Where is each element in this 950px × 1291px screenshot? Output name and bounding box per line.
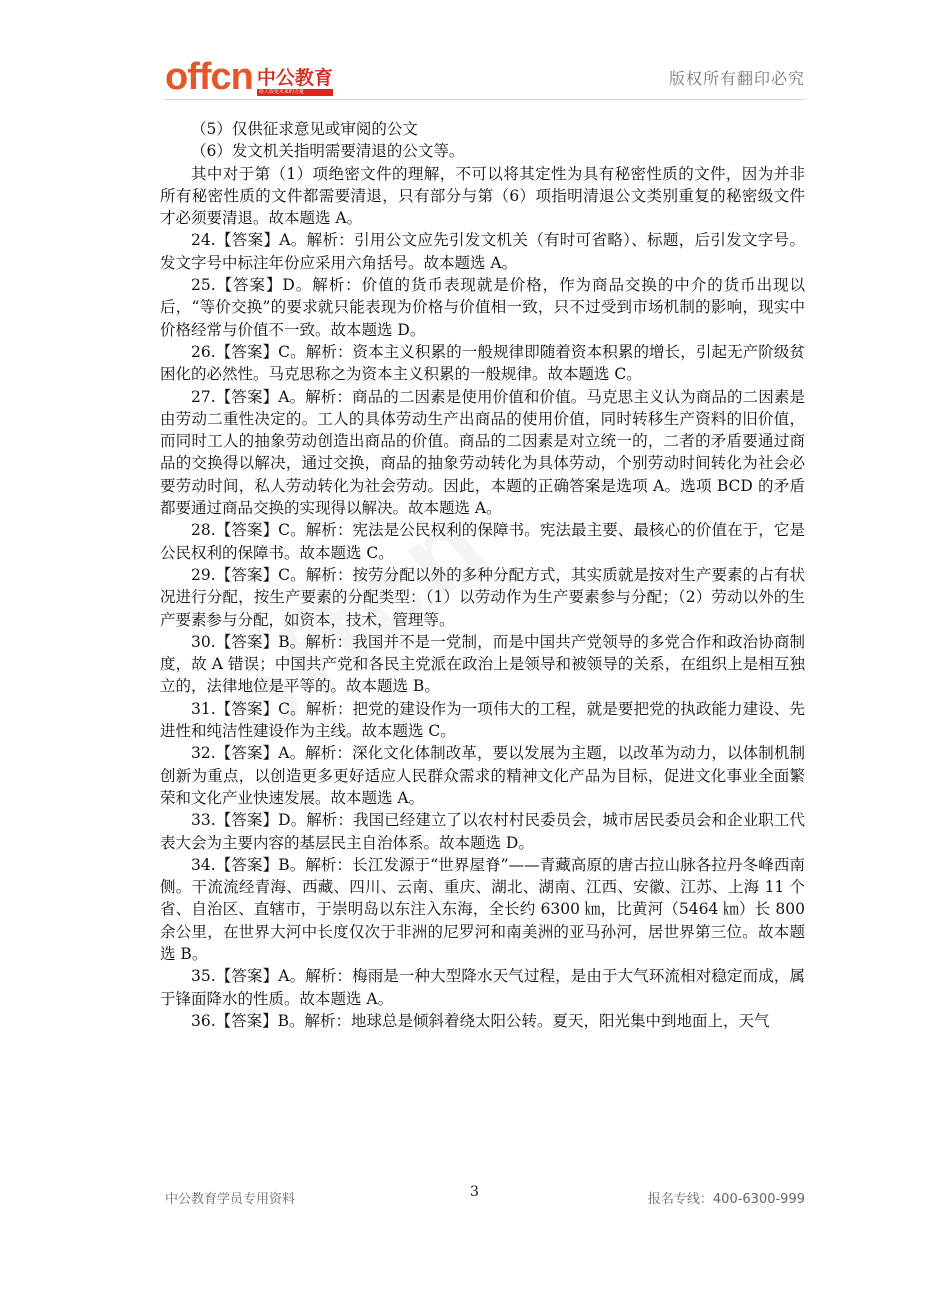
- document-body: [160, 118, 805, 1032]
- page-number: 3: [470, 1184, 479, 1200]
- logo-chinese-block: [257, 67, 333, 96]
- logo-wordmark: offcn: [165, 56, 253, 98]
- answer-29: 29.【答案】C。解析：按劳分配以外的多种分配方式，其实质就是按对生产要素的占有状况进行分配，按生产要素的分配类型：（1）以劳动作为生产要素参与分配；（2）劳动以外的生产要素参与分配，如资本，技术，管理等。: [160, 565, 805, 629]
- answer-36: 36.【答案】B。解析：地球总是倾斜着绕太阳公转。夏天，阳光集中到地面上，天气: [191, 1011, 770, 1030]
- answer-24: 24.【答案】A。解析：引用公文应先引发文机关（有时可省略）、标题，后引发文字号。发文字号中标注年份应采用六角括号。故本题选 A。: [160, 231, 805, 272]
- offcn-logo: [165, 54, 333, 96]
- copyright-notice: 版权所有翻印必究: [668, 69, 805, 88]
- answer-27: 27.【答案】A。解析：商品的二因素是使用价值和价值。马克思主义认为商品的二因素是由劳动二重性决定的。工人的具体劳动生产出商品的使用价值，同时转移生产资料的旧价值，而同时工人的抽象劳动创造出商品的价值。商品的二因素是对立统一的，二者的矛盾要通过商品的交换得以解决，通过交换，商品的抽象劳动转化为具体劳动，个别劳动时间转化为社会必要劳动时间，私人劳动转化为社会劳动。因此，本题的正确答案是选项 A。选项 BCD 的矛盾都要通过商品交换的实现得以解决。故本题选 A。: [160, 387, 805, 518]
- header-divider: [165, 99, 805, 100]
- answer-31: 31.【答案】C。解析：把党的建设作为一项伟大的工程，就是要把党的执政能力建设、先进性和纯洁性建设作为主线。故本题选 C。: [160, 699, 805, 741]
- paragraph: 其中对于第（1）项绝密文件的理解，不可以将其定性为具有秘密性质的文件，因为并非所有秘密性质的文件都需要清退，只有部分与第（6）项指明清退公文类别重复的秘密级文件才必须要清退。故本题选 A。: [160, 164, 805, 228]
- answer-35: 35.【答案】A。解析：梅雨是一种大型降水天气过程，是由于大气环流相对稳定而成，属于锋面降水的性质。故本题选 A。: [160, 967, 805, 1008]
- footer-hotline: 报名专线：400-6300-999: [647, 1192, 805, 1207]
- answer-33: 33.【答案】D。解析：我国已经建立了以农村村民委员会，城市居民委员会和企业职工代表大会为主要内容的基层民主自治体系。故本题选 D。: [160, 811, 805, 852]
- paragraph: （6）发文机关指明需要清退的公文等。: [191, 142, 465, 161]
- logo-name: 中公教育: [256, 67, 333, 89]
- page-footer: [165, 1184, 805, 1208]
- answer-26: 26.【答案】C。解析：资本主义积累的一般规律即随着资本积累的增长，引起无产阶级贫困化的必然性。马克思称之为资本主义积累的一般规律。故本题选 C。: [160, 342, 805, 384]
- answer-34: 34.【答案】B。解析：长江发源于“世界屋脊”——青藏高原的唐古拉山脉各拉丹冬峰西南侧。干流流经青海、西藏、四川、云南、重庆、湖北、湖南、江西、安徽、江苏、上海 11 个省、自治区、直辖市，于崇明岛以东注入东海，全长约 6300 ㎞，比黄河（5464 ㎞）长 800 余公里，在世界大河中长度仅次于非洲的尼罗河和南美洲的亚马孙河，居世界第三位。故本题选 B。: [160, 855, 805, 963]
- answer-30: 30.【答案】B。解析：我国并不是一党制，而是中国共产党领导的多党合作和政治协商制度，故 A 错误；中国共产党和各民主党派在政治上是领导和被领导的关系，在组织上是相互独立的，法律地位是平等的。故本题选 B。: [160, 632, 805, 696]
- answer-28: 28.【答案】C。解析：宪法是公民权利的保障书。宪法最主要、最核心的价值在于，它是公民权利的保障书。故本题选 C。: [160, 521, 805, 562]
- logo-slogan: 给人改变未来的力量: [257, 89, 333, 96]
- answer-32: 32.【答案】A。解析：深化文化体制改革，要以发展为主题，以改革为动力，以体制机制创新为重点，以创造更多更好适应人民群众需求的精神文化产品为目标，促进文化事业全面繁荣和文化产业快速发展。故本题选 A。: [160, 744, 805, 807]
- page-header: [165, 52, 805, 100]
- footer-label: 中公教育学员专用资料: [165, 1192, 296, 1207]
- paragraph: （5）仅供征求意见或审阅的公文: [191, 120, 418, 138]
- answer-25: 25.【答案】D。解析：价值的货币表现就是价格，作为商品交换的中介的货币出现以后，“等价交换”的要求就只能表现为价格与价值相一致，只不过受到市场机制的影响，现实中价格经常与价值不一致。故本题选 D。: [160, 276, 805, 339]
